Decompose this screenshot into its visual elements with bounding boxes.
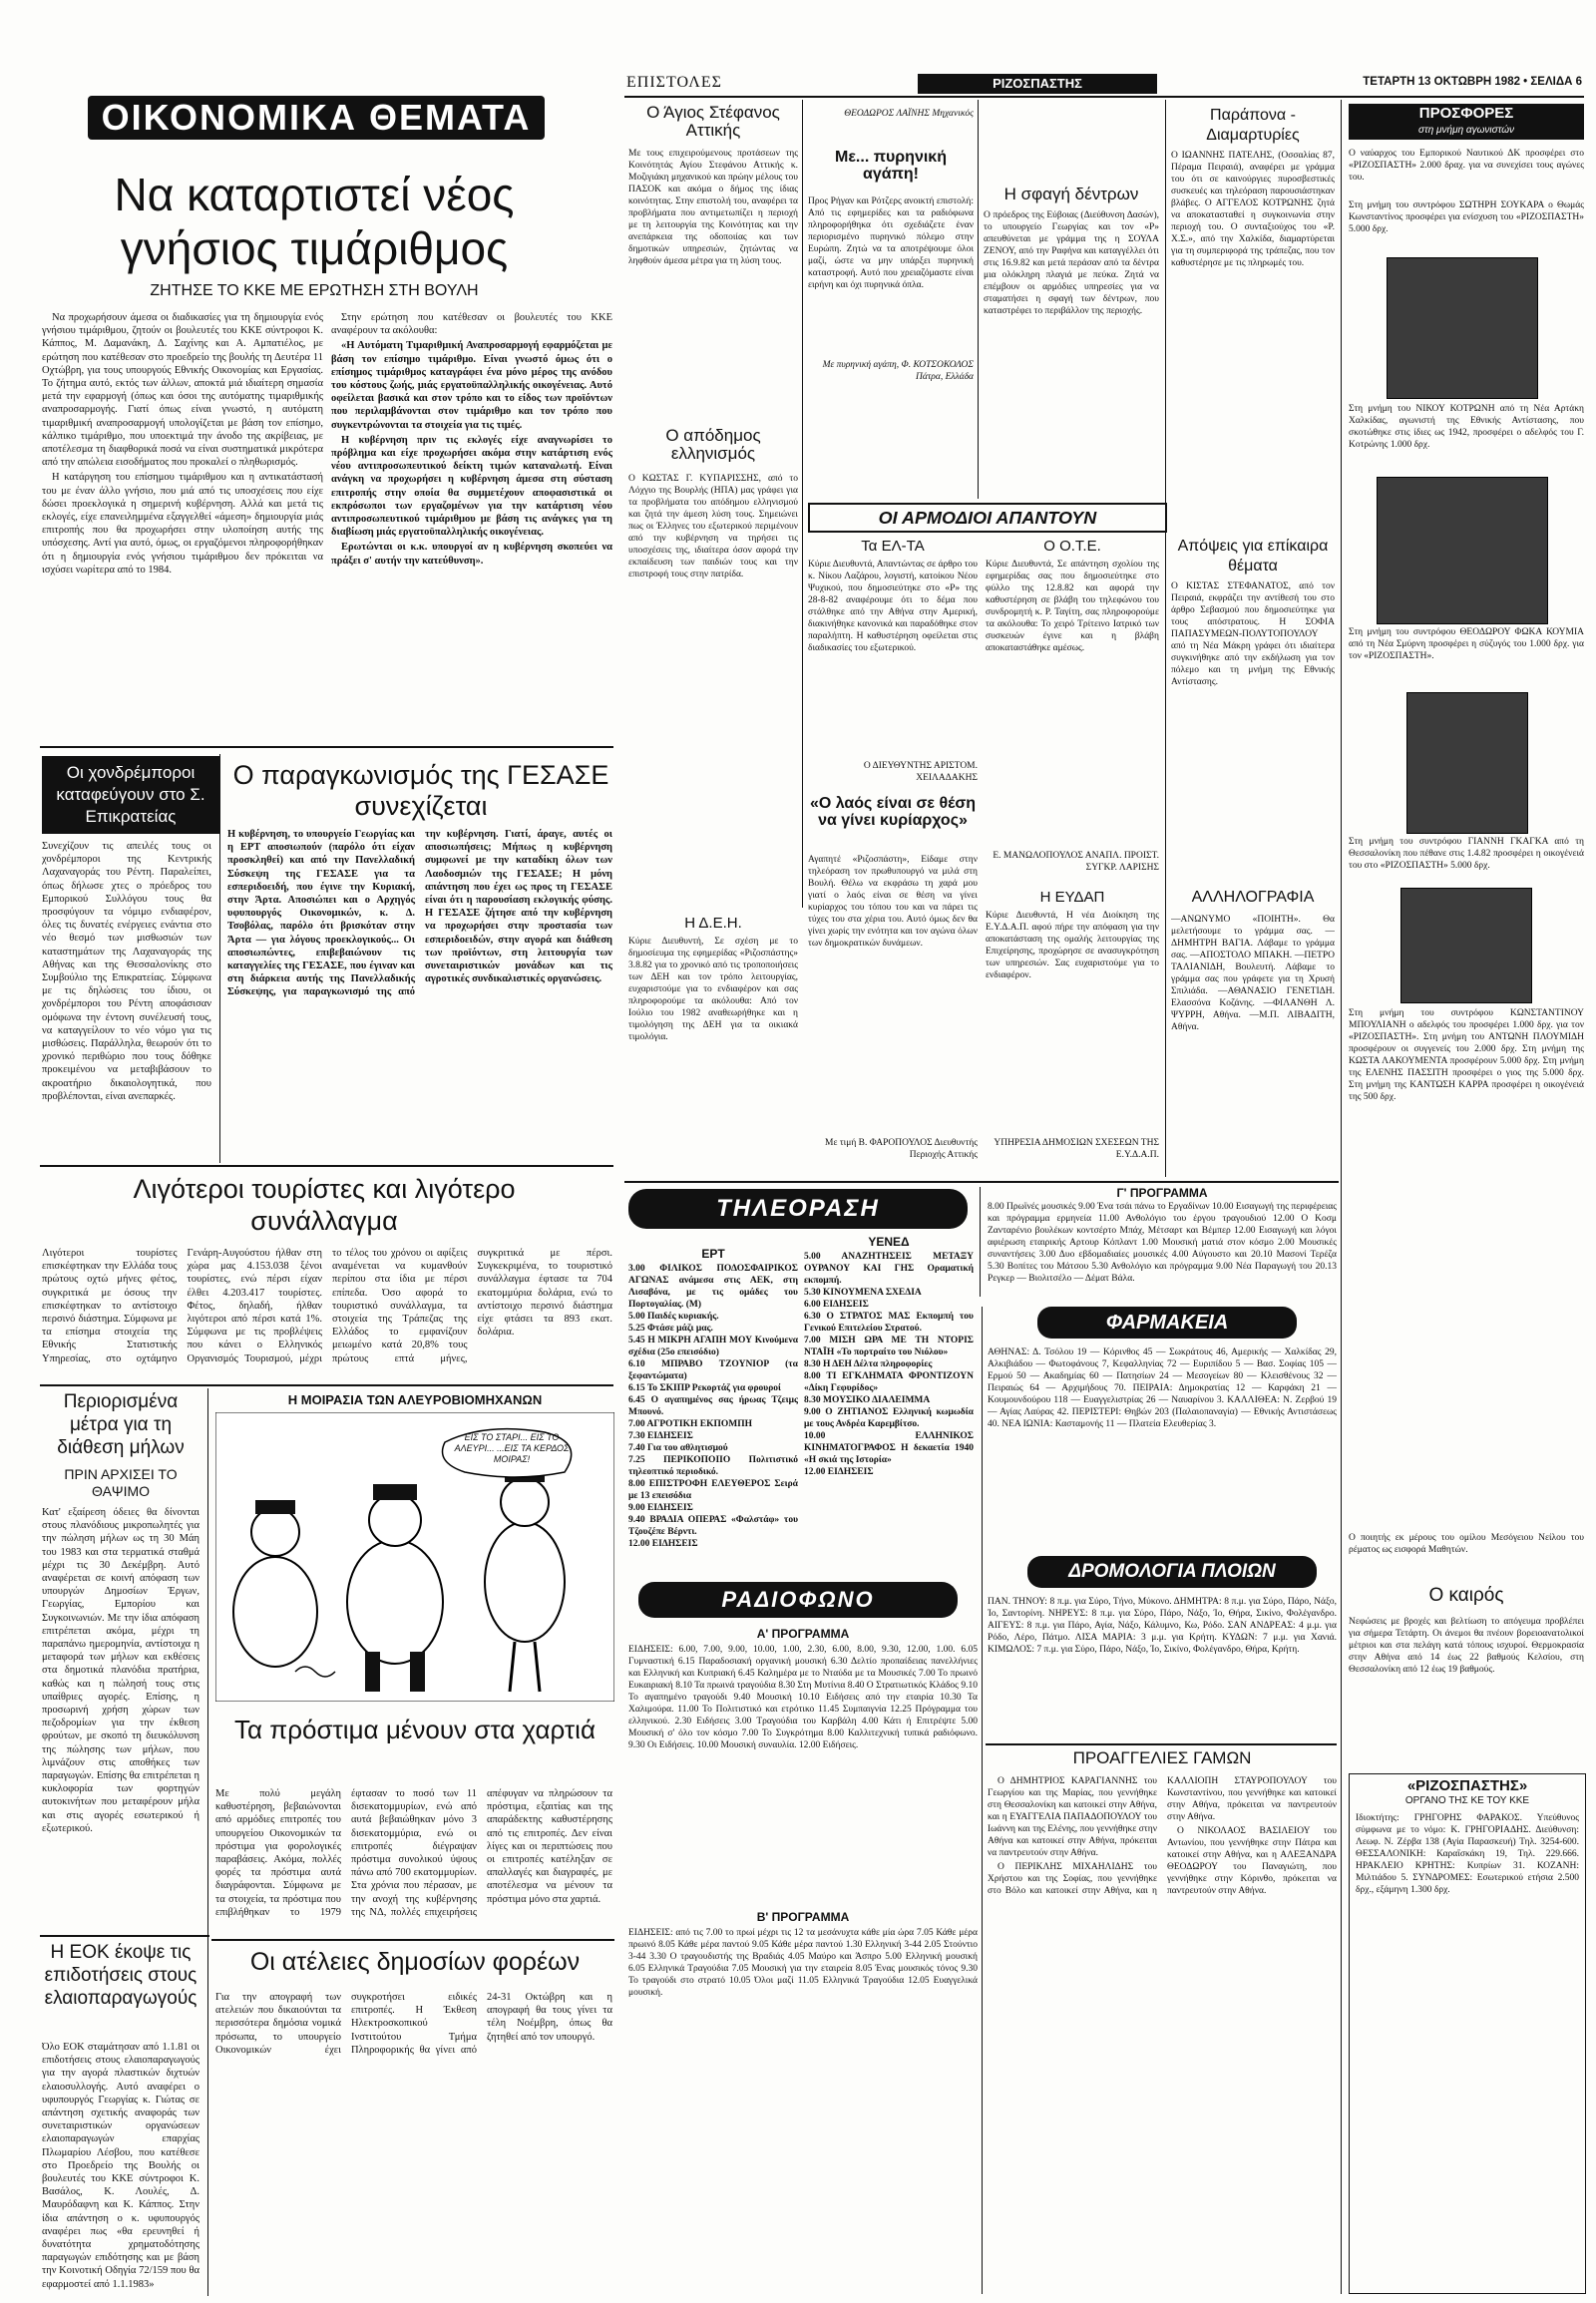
kairos-body: Νεφώσεις με βροχές και βελτίωση το απόγευμα προβλέπει για σήμερα Τετάρτη. Οι άνεμοι θα πνέουν βορειοανατολικοί μέτριοι και στα πελάγη κατά τόπους ισχυροί. Θερμοκρασία στην Αθήνα από 14 έως 22 βαθμούς Κελσίου, στη Θεσσαλονίκη από 12 έως 19 βαθμούς. [1349,1617,1584,1675]
ote-sign: Ε. ΜΑΝΩΛΟΠΟΥΛΟΣ ΑΝΑΠΛ. ΠΡΟΙΣΤ. ΣΥΓΚΡ. ΛΑΡΙΣΗΣ [993,851,1159,873]
ert-item: 9.00 ΕΙΔΗΣΕΙΣ [628,1503,693,1513]
dei-body: Κύριε Διευθυντή, Σε σχέση με το δημοσίευμα της εφημερίδας «Ριζοσπάστης» 3.8.82 για το χρονικό από τις τροποποιήσεις των ΔΕΗ και τον τρόπο λειτουργίας, ευχαριστούμε για το ενδιαφέρον και σας πληροφορούμε τα ακόλουθα: Από τον Ιούλιο του 1982 αναθεωρήθηκε και η τιμολόγηση της ΔΕΗ για τα οικιακά τιμολόγια. [628,937,798,1042]
weddings-title: ΠΡΟΑΓΓΕΛΙΕΣ ΓΑΜΩΝ [1072,1748,1252,1767]
economic-banner [88,96,545,140]
prostima-title: Τα πρόστιμα μένουν στα χαρτιά [234,1715,596,1744]
elta-sign: Ο ΔΙΕΥΘΥΝΤΗΣ ΑΡΙΣΤΟΜ. ΧΕΙΛΑΔΑΚΗΣ [863,761,978,783]
yened-item: 8.00 ΤΙ ΕΓΚΛΗΜΑΤΑ ΦΡΟΝΤΙΖΟΥΝ «Δίκη Γεφυρίδος» [804,1371,974,1393]
parap-body: Ο ΙΩΑΝΝΗΣ ΠΑΤΕΛΗΣ, (Οσσαλίας 87, Πέραμα Πειραιά), αναφέρει με γράμμα του ότι σε καινούργιες πυροσβεστικές συσκευές και τηλεόραση παρουσιάστηκαν βλάβες. Ο ΑΓΓΕΛΟΣ ΚΟΤΡΩΝΗΣ ζητά να αποκατασταθεί η συγκοινωνία στην περιοχή του. Ο συνταξιούχος του «Ρ. Χ.Σ.», από την Χαλκίδα, διαμαρτύρεται για τη συμπεριφορά της τράπεζας, που τον καθυστέρησε με τις πληρωμές του. [1171,151,1335,268]
ert-item: 6.45 Ο αγαπημένος σας ήρωας Τζειμς Μπουνό. [628,1395,798,1417]
divider [207,1388,208,2296]
prosfores-cap3: Στη μνήμη του συντρόφου ΓΙΑΝΝΗ ΓΚΑΓΚΑ από τη Θεσσαλονίκη που πέθανε στις 1.4.82 προσφέρει η οικογένειά του στο «ΡΙΖΟΣΠΑΣΤΗ» 5.000 δρχ. [1349,837,1584,871]
dei-sign: Με τιμή Β. ΦΑΡΟΠΟΥΛΟΣ Διευθυντής Περιοχής Αττικής [825,1138,978,1160]
lead-quote-1: «Η Αυτόματη Τιμαριθμική Αναπροσαρμογή εφαρμόζεται με βάση τον επίσημο τιμάριθμο. Είναι γνωστό όμως ότι ο επίσημος τιμάριθμος καταγράφει ένα μόνο μέρος της ανόδου του κόστους ζωής, μιάς εργατοϋπαλληλικής οικογένειας. Αυτό οφείλεται βασικά και στον τρόπο και το είδος των προϊόντων που περιλαμβάνονται στον τιμάριθμο και τον τρόπο που συγκεντρώνονται τα στοιχεία για τις τιμές. [331,340,612,431]
economic-banner-text: ΟΙΚΟΝΟΜΙΚΑ ΘΕΜΑΤΑ [101,97,532,138]
rizo-box-title: «ΡΙΖΟΣΠΑΣΤΗΣ» [1406,1777,1528,1794]
prosfores-cap1: Στη μνήμη του ΝΙΚΟΥ ΚΟΤΡΩΝΗ από τη Νέα Αρτάκη Χαλκίδας, αγωνιστή της Εθνικής Αντίστασης, που σκοτώθηκε στις ίδιες ως 1942, προσφέρει ο αδελφός του Γ. Κοτρώνης 1.000 δρχ. [1349,404,1584,450]
ships-banner-text: ΔΡΟΜΟΛΟΓΙΑ ΠΛΟΙΩΝ [1068,1561,1276,1582]
prosfores-banner-title: ΠΡΟΣΦΟΡΕΣ [1418,105,1514,122]
divider [40,746,613,748]
yened-schedule [804,1251,974,1562]
pyr-sign: Με πυρηνική αγάπη, Φ. ΚΟΤΣΟΚΟΛΟΣ Πάτρα, Ελλάδα [822,360,974,382]
eok-title: Η ΕΟΚ έκοψε τις επιδοτήσεις στους ελαιοπαραγωγούς [44,1942,198,2009]
rizo-box [1349,1773,1586,2294]
ert-item: 5.25 Φτάσε μάζι μας. [628,1324,713,1334]
yened-item: 10.00 ΕΛΛΗΝΙΚΟΣ ΚΙΝΗΜΑΤΟΓΡΑΦΟΣ Η δεκαετία 1940 «Η σκιά της Ιστορία» [804,1431,974,1465]
apopseis-title: Απόψεις για επίκαιρα θέματα [1177,538,1329,575]
prosfores-cap4: Στη μνήμη του συντρόφου ΚΩΝΣΤΑΝΤΙΝΟΥ ΜΠΟΥΛΙΑΝΗ ο αδελφός του προσφέρει 1.000 δρχ. για τον «ΡΙΖΟΣΠΑΣΤΗ». Στη μνήμη του ΑΝΤΩΝΗ ΠΛΟΥΜΙΔΗ προσφέρουν οι συγγενείς του 2.000 δρχ. Στη μνήμη της ΚΩΣΤΑ ΛΑΚΟΥΜΕΝΤΑ προσφέρουν 5.000 δρχ. Στη μνήμη της ΕΛΕΝΗΣ ΠΑΣΣΙΤΗ προσφέρει ο γιος της 5.000 δρχ. Στη μνήμη της ΚΑΝΤΩΣΗ ΚΑΡΡΑ προσφέρει η οικογένειά της 500 δρχ. [1349,1008,1584,1102]
yened-item: 6.00 ΕΙΔΗΣΕΙΣ [804,1300,869,1310]
ert-item: 5.00 Παιδές κυριακής. [628,1312,719,1322]
chondros-title: Οι χονδρέμποροι καταφεύγουν στο Σ. Επικρατείας [42,756,219,834]
pyr-title: Με... πυρηνική αγάπη! [835,149,947,183]
g-programme-title: Γ' ΠΡΟΓΡΑΜΜΑ [1116,1186,1208,1200]
divider [40,1935,209,1937]
divider [1165,100,1166,1177]
ote-body: Κύριε Διευθυντά, Σε απάντηση σχολίου της εφημερίδας σας που δημοσιεύτηκε στο φύλλο της 12.8.82 και αφορά την καθυστέρηση σε βλάβη του τηλεφώνου του συνδρομητή κ. Ρ. Ταγίτη, σας πληροφορούμε τα ακόλουθα: Το χειρό Τρίτεινο Ιατρικό των συσκευών έγινε και η βλάβη αποκαταστάθηκε αμέσως. [986,560,1159,653]
portrait-photo [1377,477,1548,624]
lead-body-col1 [42,311,323,738]
masthead-paper-text: ΡΙΖΟΣΠΑΣΤΗΣ [993,76,1082,91]
ert-heading: ΕΡΤ [701,1247,725,1261]
tour-title: Λιγότεροι τουρίστες και λιγότερο συνάλλαγμα [133,1174,516,1236]
masthead-paper [918,74,1157,94]
aps-title: Ο απόδημος ελληνισμός [665,426,761,463]
ert-item: 12.00 ΕΙΔΗΣΕΙΣ [628,1539,698,1549]
divider [40,1165,613,1167]
radio-banner-text: ΡΑΔΙΟΦΩΝΟ [721,1587,875,1612]
agios-sign: ΘΕΟΔΩΡΟΣ ΛΑΪΝΗΣ Μηχανικός [844,109,974,119]
agios-body: Με τους επιχειρούμενους προτάσεων της Κοινότητάς Αγίου Στεφάνου Αττικής κ. Μοζιγιάκη μηχανικού και πρώην μέλους του ΠΑΣΟΚ και ακόμα ο δήμος της ίδιας κοινότητας. Στην επιστολή του, αναφέρει τα προβλήματα που αντιμετωπίζει η περιοχή με τη λειτουργία της Κοινότητας και την ανεπάρκεια της οδοποιίας και των δημοτικών υπηρεσιών, ζητώντας να ληφθούν άμεσα μέτρα για τη λύση τους. [628,149,798,266]
divider [624,1181,1339,1183]
divider [802,100,803,908]
yened-item: 8.30 Η ΔΕΗ Δέλτα πληροφορίες [804,1359,933,1369]
aps-body: Ο ΚΩΣΤΑΣ Γ. ΚΥΠΑΡΙΣΣΗΣ, από το Λόχγιο της Βουρλής (ΗΠΑ) μας γράφει για τα προβλήματα του απόδημου ελληνισμού και ζητά την άμεση λύση τους. Σημειώνει πως οι Έλληνες του εξωτερικού περιμένουν από την κυβέρνηση να τηρήσει τις υποσχέσεις της, ιδιαίτερα όσον αφορά την εκπαίδευση των παιδιών τους και την επιστροφή τους στην πατρίδα. [628,474,798,579]
lead-para-1: Να προχωρήσουν άμεσα οι διαδικασίες για τη δημιουργία ενός γνήσιου τιμάριθμου, ζητούν οι βουλευτές του ΚΚΕ σύντροφοι Κ. Κάππος, Μ. Δαμανάκη, Δ. Σαχίνης και Α. Αμπατιέλος, με ερώτηση που κατέθεσαν στο προεδρείο της βουλής τη Δευτέρα 11 Οχτώβρη, για τους υπουργούς Εθνικής Οικονομίας και Εργασίας. Το ζήτημα αυτό, εκτός των άλλων, αποκτά μιά ιδιαίτερη σημασία μετά την εφαρμογή (όπως και όσοι της αυτόματης τιμαριθμικής αναπροσαρμογής. Γιατί όπως είναι γνωστό, η αυτόματη τιμαριθμική αναπροσαρμογή υπολογίζεται με βάση τον επίσημο, κάλπικο τιμάριθμο, που υποεκτιμά την άνοδο της ακρίβειας, με αποτέλεσμα τη διαφθορικά ποσά να είναι συστηματικά μικρότερα από την απώλεια εισοδήματος που προκαλεί ο πληθωρισμός. [42,312,323,469]
divider [980,1187,981,1297]
prosfores-cap5: Ο ποιητής εκ μέρους του ομίλου Μεσόγειου Νείλου του ρέματος ως εισφορά Μαθητών. [1349,1533,1584,1555]
yened-item: 7.00 ΜΙΣΗ ΩΡΑ ΜΕ ΤΗ ΝΤΟΡΙΣ ΝΤΑΪΗ «Το πορτραίτο του Νιόλου» [804,1336,974,1357]
lead-title: Να καταρτιστεί νέος γνήσιος τιμάριθμος [114,169,515,274]
radio-b-title: Β' ΠΡΟΓΡΑΜΜΑ [756,1910,850,1924]
wedding-notice: Ο ΝΙΚΟΛΑΟΣ ΒΑΣΙΛΕΙΟΥ του Αντωνίου, που γεννήθηκε στην Πάτρα και κατοικεί στην Αθήνα, και η ΑΛΕΞΑΝΔΡΑ ΘΕΟΔΩΡΟΥ του Παναγιώτη, που γεννήθηκε στην Κόρινθο, πρόκειται να παντρευτούν στην Αθήνα. [1167,1826,1337,1896]
ert-item: 7.30 ΕΙΔΗΣΕΙΣ [628,1431,693,1441]
prosfores-banner [1349,104,1584,140]
ert-item: 6.10 ΜΠΡΑΒΟ ΤΖΟΥΝΙΟΡ (τα ξεφαντώματα) [628,1359,798,1381]
ert-item: 6.15 Το ΣΚΙΠΡ Ρεκορτάζ για φρουροί [628,1383,781,1393]
g-programme-body: 8.00 Πρωϊνές μουσικές 9.00 Ένα τσάι πάνω το Εργαδίνων 10.00 Εισαγωγή της περιφέρειας και πρόγραμμα ερμηνεία 11.00 Ανθολόγιο του έργου τραγουδιού 12.00 Ο Κοσμ Ζανταρένιο βουλέκων κοντσέρτο Μπάχ, Μέτσαρτ και Βέμπερ 12.00 Εισαγωγή και λόγοι αφιέρωση εταιρικής Αρτουρ Κόπλαντ 1.00 Μουσική ματιά στον κόσμο 2.00 Μουσικές συναντήσεις 3.00 Δυο εβδομαδιαίες μουσικές 4.00 Αύγουστο και 20.10 Μασονί Τερέζα 5.30 Βοπίτες του Μάτσου 5.30 Ανθολόγιο και πρόγραμμα 9.00 Νέα Παραγωγή του 20.13 Ρεγκερ — Βιολιτσέλο — Δέματ Βάλα. [988,1202,1337,1284]
rizo-box-body: Ιδιοκτήτης: ΓΡΗΓΟΡΗΣ ΦΑΡΑΚΟΣ. Υπεύθυνος σύμφωνα με το νόμο: Κ. ΓΡΗΓΟΡΙΑΔΗΣ. Διεύθυνση: Λεωφ. Ν. Ζέρβα 138 (Αγία Παρασκευή) Τηλ. 3254-600. ΘΕΣΣΑΛΟΝΙΚΗ: Καραΐσκάκη 19, Τηλ. 229.666. ΗΡΑΚΛΕΙΟ ΚΡΗΤΗΣ: Κυπρίων 31. ΚΟΖΑΝΗ: Μιλτιάδου 5. ΣΥΝΔΡΟΜΕΣ: Εσωτερικού ετήσια 2.500 δρχ., εξάμηνη 1.300 δρχ. [1356,1813,1579,1896]
answers-banner-text: ΟΙ ΑΡΜΟΔΙΟΙ ΑΠΑΝΤΟΥΝ [878,508,1097,528]
cartoon-bubble: ΕΙΣ ΤΟ ΣΤΑΡΙ... ΕΙΣ ΤΟ ΑΛΕΥΡΙ... ...ΕΙΣ ΤΑ ΚΕΡΔΟΣ ΜΟΙΡΑΣ! [454,1432,570,1464]
prosfores-banner-sub: στη μνήμη αγωνιστών [1417,125,1515,136]
pharmacy-body: ΑΘΗΝΑΣ: Δ. Τσόλου 19 — Κόρινθος 45 — Σωκράτους 46, Αμερικής — Χαλκίδας 29, Αλκιβιάδου — Φωτοφάνους 7, Κεφαλληνίας 72 — Ευριπίδου 5 — Βασ. Σοφίας 105 — Ερμού 50 — Ακαδημίας 60 — Πατησίων 24 — Μεσογείων 80 — Κλεισθένους 32 — Πειραιώς 64 — Αρχιμήδους 70. ΠΕΙΡΑΙΑ: Δημοκρατίας 12 — Καρφάκη 21 — Κουμουνδούρου 118 — Ευαγγελιστρίας 26 — Ναυαρίνου 3. ΚΑΛΛΙΘΕΑ: Ν. Ζερβού 19 — Αγίας Λαύρας 42. ΠΕΡΙΣΤΕΡΙ: Θηβών 203 (Παλαιοπαναγία) — Εθνικής Αντιστάσεως 40. ΝΕΑ ΙΩΝΙΑ: Κασταμονής 11 — Πλατεία Ελευθερίας 3. [988,1347,1337,1429]
yened-item: 5.00 ΑΝΑΖΗΤΗΣΕΙΣ ΜΕΤΑΞΥ ΟΥΡΑΝΟΥ ΚΑΙ ΓΗΣ Οραματική εκπομπή. [804,1252,974,1286]
eydap-body: Κύριε Διευθυντά, Η νέα Διοίκηση της Ε.Υ.Δ.Α.Π. αφού πήρε την απόφαση για την αποκατάσταση της ομαλής λειτουργίας της Επιχείρησης, προχώρησε σε ανασυγκρότηση των υπηρεσιών. Σας ευχαριστούμε για το ενδιαφέρον. [986,911,1159,980]
parap-title: Παράπονα - Διαμαρτυρίες [1206,107,1300,144]
divider [211,1939,614,1941]
wedding-notice: Ο ΔΗΜΗΤΡΙΟΣ ΚΑΡΑΓΙΑΝΝΗΣ του Γεωργίου και της Μαρίας, που γεννήθηκε στη Θεσσαλονίκη και κατοικεί στην Αθήνα, και η ΕΥΑΓΓΕΛΙΑ ΠΑΠΑΔΟΠΟΥΛΟΥ του Ιωάννη και της Ελένης, που γεννήθηκε στην Αθήνα και κατοικεί στην Αθήνα, πρόκειται να παντρευτούν στην Αθήνα. [988,1776,1157,1858]
ert-item: 7.00 ΑΓΡΟΤΙΚΗ ΕΚΠΟΜΠΗ [628,1419,753,1429]
portrait-photo [1400,888,1532,1003]
yened-item: 8.30 ΜΟΥΣΙΚΟ ΔΙΑΛΕΙΜΜΑ [804,1395,931,1405]
tour-body: Λιγότεροι τουρίστες επισκέφτηκαν την Ελλάδα τους πρώτους οχτώ μήνες φέτος, συγκριτικά με όσους την επισκέφτηκαν το αντίστοιχο περσινό διάστημα. Σύμφωνα με τα επίσημα στοιχεία της Εθνικής Στατιστικής Υπηρεσίας, στο οχτάμηνο Γενάρη-Αυγούστου ήλθαν στη χώρα μας 4.153.038 ξένοι τουρίστες, ενώ πέρσι είχαν έλθει 4.203.417 τουρίστες. Φέτος, δηλαδή, ήλθαν λιγότεροι από πέρσι κατά 1%. Σύμφωνα με τις προβλέψεις που κάνει ο Ελληνικός Οργανισμός Τουρισμού, μέχρι το τέλος του χρόνου οι αφίξεις αναμένεται να κυμανθούν περίπου στα ίδια με πέρσι επίπεδα. Όσο αφορά το τουριστικό συνάλλαγμα, τα στοιχεία της Τράπεζας της Ελλάδος το εμφανίζουν μειωμένο κατά 20,8% τους πρώτους επτά μήνες, συγκριτικά με πέρσι. Συγκεκριμένα, το τουριστικό συνάλλαγμα έφτασε τα 704 εκατομμύρια δολάρια, ενώ το αντίστοιχο περσινό διάστημα είχε φτάσει τα 893 εκατ. δολάρια. [42,1248,612,1364]
right-page [618,0,1596,2303]
myl-title: Περιορισμένα μέτρα για τη διάθεση μήλων [57,1391,185,1458]
lead-quote-3: Ερωτώνται οι κ.κ. υπουργοί αν η κυβέρνηση σκοπεύει να πράξει σ' αυτήν την κατεύθυνση». [331,542,612,567]
ships-body: ΠΑΝ. ΤΗΝΟΥ: 8 π.μ. για Σύρο, Τήνο, Μύκονο. ΔΗΜΗΤΡΑ: 8 π.μ. για Σύρο, Πάρο, Νάξο, Ίο, Σαντορίνη. ΝΗΡΕΥΣ: 8 π.μ. για Σύρο, Πάρο, Νάξο, Ίο, Θήρα, Σικίνο, Φολέγανδρο. ΑΙΓΕΥΣ: 8 π.μ. για Πάρο, Αγία, Νάξο, Κάλυμνο, Κω, Ρόδο. ΣΑΝ ΑΝΔΡΕΑΣ: 4 μ.μ. για Ρόδο, Λέρο, Πάτμο. ΛΙΣΑ ΜΑΡΙΑ: 3 μ.μ. για Κρήτη. ΚΥΔΩΝ: 7 μ.μ. για Χανιά. ΚΙΜΩΛΟΣ: 7 π.μ. για Σύρο, Πάρο, Νάξο, Ίο, Σικίνο, Φολέγανδρο, Θήρα, Κρήτη. [988,1597,1337,1655]
chondros-body: Συνεχίζουν τις απειλές τους οι χονδρέμποροι της Κεντρικής Λαχαναγοράς του Ρέντη. Παραλείπει, όπως δήλωσε χτες ο πρόεδρος του Εμπορικού Συλλόγου τους θα προσφύγουν τα νόμιμο ενδιαφέρον, όλες τις δυνατές ενέργειες ενάντια στο νέο θεσμό των μισθωσιών των καταστημάτων της Λαχαναγοράς της Αθήνας και της Θεσσαλονίκης στο Συμβούλιο της Επικρατείας. Σύμφωνα με τις δηλώσεις του ίδιου, οι χονδρέμποροι του Ρέντη αποφάσισαν ομόφωνα την έντονη συνέλευσή τους, να καταγγείλουν το νέο νόμο για τις μισθώσεις. Παράλληλα, θεωρούν ότι το χρονικό περιθώριο που τους δόθηκε προκειμένου να μεταβιβάσουν το ακροατήριο δικαιολογητικά, που προβλέπονται, είναι ανεπαρκές. [42,841,211,1102]
lead-para-3: Στην ερώτηση που κατέθεσαν οι βουλευτές του ΚΚΕ αναφέρουν τα ακόλουθα: [331,312,612,337]
sfagi-title: Η σφαγή δέντρων [1003,185,1139,203]
masthead-section: ΕΠΙΣΤΟΛΕΣ [626,74,722,91]
yened-item: 6.30 Ο ΣΤΡΑΤΟΣ ΜΑΣ Εκπομπή του Γενικού Επιτελείου Στρατού. [804,1312,974,1334]
kairos-title: Ο καιρός [1428,1585,1504,1606]
ateleies-body: Για την απογραφή των ατελειών που δικαιούνται τα περισσότερα δημόσια νομικά πρόσωπα, το υπουργείο Οικονομικών έχει συγκροτήσει ειδικές επιτροπές. Η Έκθεση Ηλεκτροσκοπικού Ινστιτούτου Τμήμα Πληροφορικής θα γίνει από 24-31 Οκτώβρη και η απογραφή θα τους γίνει τα τέλη Νοέμβρη, όπως θα ζητηθεί από τον υπουργό. [215,1992,612,2056]
cartoon-title: Η ΜΟΙΡΑΣΙΑ ΤΩΝ ΑΛΕΥΡΟΒΙΟΜΗΧΑΝΩΝ [287,1392,543,1407]
divider [219,754,220,1163]
laos-title: «Ο λαός είναι σε θέση να γίνει κυρίαρχος» [809,795,977,829]
wedding-notice: Ο ΠΕΡΙΚΛΗΣ ΜΙΧΑΗΛΙΔΗΣ του Χρήστου και της Σοφίας, που γεννήθηκε στο Βόλο και κατοικεί στην Αθήνα, και η ΚΑΛΛΙΟΠΗ ΣΤΑΥΡΟΠΟΥΛΟΥ του Κωνσταντίνου, που γεννήθηκε και κατοικεί στην Αθήνα, πρόκειται να παντρευτούν στην Αθήνα. [988,1776,1337,1896]
pharmacy-banner [1037,1307,1297,1339]
radio-a-body: ΕΙΔΗΣΕΙΣ: 6.00, 7.00, 9.00, 10.00, 1.00, 2.30, 6.00, 8.00, 9.30, 12.00, 1.00. 6.05 Γυμναστική 6.15 Παραδοσιακή οργανική μουσική 6.30 Δελτίο προπαίδειας πανελλήνιες και Ελληνική και Κυπριακή 6.45 Καλημέρα με το Νταύδα με τα Μουσικές 7.00 Το πρωινό Ευκαιριακή 8.10 Τα πρωινά τραγούδια 8.30 Στη Μυτίνια 8.40 Ο Στρατιωτικός Κλάδος 9.10 Το αγαπημένο τραγούδι 9.40 Μουσική 10.10 Ειδήσεις από την εταιρία 10.30 Τα Χαλιμούρα. 11.00 Το Πολιτιστικό και ετρότικο 11.45 Συμπαιγνία 12.25 Πρόγραμμα του ελληνικού. 2.30 Ειδήσεις 3.00 Τραγούδια του Καρβάλη 4.00 Κάτι ή Επιτρέψτε 5.00 Μουσική σ' όλο τον κόσμο 7.00 Το Συγκρότημα 8.00 Καλλιτεχνική τυπικά ραδιόφωνο. 9.30 Οι Ειδήσεις. 10.00 Μουσική συναυλία. 12.00 Ειδήσεις. [628,1645,978,1750]
left-page [0,0,618,2303]
lead-para-2: Η κατάργηση του επίσημου τιμάριθμου και η αντικατάστασή του με έναν άλλο γνήσιο, που μιά από τις υποσχέσεις που είχε δώσει προεκλογικά η σημερινή κυβέρνηση. Αλλά και μετά τις εκλογές, είχε επανειλημμένα εξαγγελθεί «άμεση» δημιουργία μιάς επιτροπής που θα προχωρήσει στην υλοποίηση αυτής της υπόσχεσης. Αντί για αυτό, όμως, οι εργαζόμενοι πληροφορήθηκαν ότι η δημιουργία ενός γνήσιου τιμάριθμου δεν πρόκειται να ισχύσει νωρίτερα από το 1984. [42,472,323,576]
allil-body: —ΑΝΩΝΥΜΟ «ΠΟΙΗΤΗ». Θα μελετήσουμε το γράμμα σας. —ΔΗΜΗΤΡΗ ΒΑΓΙΑ. Λάβαμε το γράμμα σας. —ΑΠΟΣΤΟΛΟ ΜΠΑΚΗ. —ΠΕΤΡΟ ΤΑΛΙΑΝΙΔΗ, Βουλευτή. Λάβαμε το γράμμα σας που γράφετε για τη Χρυσή Σπιλιάδα. —ΑΘΑΝΑΣΙΟ ΓΕΝΕΤΙΔΗ. Ελασσόνα Κοζάνης. —ΦΙΛΑΝΘΗ Λ. ΨΥΡΡΗ, Αθήνα. —Μ.Π. ΛΙΒΑΔΙΤΗ, Αθήνα. [1171,915,1335,1032]
pharmacy-banner-text: ΦΑΡΜΑΚΕΙΑ [1105,1312,1229,1334]
ert-item: 7.40 Για του αθλητισμού [628,1443,728,1453]
tv-banner-text: ΤΗΛΕΟΡΑΣΗ [716,1195,880,1222]
ships-banner [1027,1556,1317,1588]
sfagi-body: Ο πρόεδρος της Εύβοιας (Διεύθυνση Δασών), το υπουργείο Γεωργίας και τον «Ρ» απευθύνεται με γράμμα της η ΣΟΥΛΑ ΖΕΝΟΥ, από την Ραφήνα και καταγγέλλει ότι στις 16.9.82 και μετά περάσαν από τα δέντρα μια ολόκληρη πλαγιά με πεύκα. Ζητά να επέμβουν οι αρμόδιες υπηρεσίες για να σταματήσει η σφαγή των δέντρων, που καταστρέφει το περιβάλλον της περιοχής. [984,210,1159,316]
ateleies-title: Οι ατέλειες δημοσίων φορέων [249,1948,581,1976]
weddings-body [988,1775,1337,2290]
elta-title: Τα ΕΛ-ΤΑ [861,538,925,555]
myl-subtitle: ΠΡΙΝ ΑΡΧΙΣΕΙ ΤΟ ΘΑΨΙΜΟ [64,1466,178,1499]
radio-banner [638,1582,958,1618]
ert-item: 5.45 Η ΜΙΚΡΗ ΑΓΑΠΗ ΜΟΥ Κινούμενα σχέδια (25ο επεισόδιο) [628,1336,798,1357]
cartoon [215,1412,614,1702]
pyr-body: Προς Ρήγαν και Ρότζερς ανοικτή επιστολή: Από τις εφημερίδες και τα ραδιόφωνα πληροφορήθηκα ότι σχεδιάζετε έναν περιορισμένο πυρηνικό πόλεμο στην Ευρώπη. Ζητώ να τα αποτρέψουμε όλοι μαζί, ώστε να μην υπάρξει πυρηνική καταστροφή. Αυτό που χρειαζόμαστε είναι ειρήνη και όχι πυρηνικά όπλα. [808,196,974,290]
divider [40,1384,613,1386]
elta-body: Κύριε Διευθυντά, Απαντώντας σε άρθρο του κ. Νίκου Λαζάρου, λογιστή, κατοίκου Νέου Ψυχικού, που δημοσιεύτηκε στο «Ρ» της 28-8-82 αναφέρουμε ότι το δέμα που στάλθηκε από την Αθήνα στην Αμερική, διακινήθηκε κανονικά και παραδόθηκε στον παραλήπτη. Η καθυστέρηση οφείλεται στις διαδικασίες του εξωτερικού. [808,560,978,653]
prosfores-item1: Ο ναύαρχος του Εμπορικού Ναυτικού ΔΚ προσφέρει στο «ΡΙΖΟΣΠΑΣΤΗ» 2.000 δραχ. για να συνεχίσει τους αγώνες του. [1349,149,1584,183]
divider [986,1743,1337,1745]
agios-title: Ο Άγιος Στέφανος Αττικής [646,103,780,140]
apopseis-body: Ο ΚΙΣΤΑΣ ΣΤΕΦΑΝΑΤΟΣ, από τον Πειραιά, εκφράζει την αντίθεσή του στο άρθρο Σεβασμού που δημοσιεύτηκε για τους απόστρατους. Η ΣΟΦΙΑ ΠΑΠΑΣΥΜΕΩΝ-ΠΟΛΥΤΟΠΟΥΛΟΥ από τη Νέα Μάκρη γράφει ότι ιδιαίτερα συγκινήθηκε από την εκδήλωση για τον πόλεμο και τη μνήμη της Εθνικής Αντίστασης. [1171,581,1335,687]
tv-banner [628,1189,968,1229]
paragk-title: Ο παραγκωνισμός της ΓΕΣΑΣΕ συνεχίζεται [232,760,609,821]
masthead-date: ΤΕΤΑΡΤΗ 13 ΟΚΤΩΒΡΗ 1982 • ΣΕΛΙΔΑ 6 [1363,76,1582,88]
eydap-sign: ΥΠΗΡΕΣΙΑ ΔΗΜΟΣΙΩΝ ΣΧΕΣΕΩΝ ΤΗΣ Ε.Υ.Δ.Α.Π. [994,1138,1159,1160]
masthead-rule [624,96,1584,98]
paragk-body: Η κυβέρνηση, το υπουργείο Γεωργίας και η ΕΡΤ αποσιωπούν (παρόλο ότι είχαν προσκληθεί) και από την Πανελλαδική Σύσκεψη της ΓΕΣΑΣΕ για τα εσπεριδοειδή, που έγινε την Κυριακή, στην Άρτα. Αποσιώπει και ο Αρχηγός υφυπουργός Οικονομικών, κ. Δ. Τσοβόλας, παρόλο ότι βρισκόταν στην Άρτα — για λόγους προεκλογικούς... Οι αποσιωπώντες, επιβεβαιώνουν τις καταγγελίες της ΓΕΣΑΣΕ, που έγιναν και στη διάρκεια αυτής της Πανελλαδικής Σύσκεψης, για παραγκωνισμό της από την κυβέρνηση. Γιατί, άραγε, αυτές οι αποσιωπήσεις; Μήπως η κυβέρνηση συμφωνεί με την καταδίκη όλων των Λαοδοσμιών της ΓΕΣΑΣΕ; Η μόνη απάντηση που έχει ως προς τη ΓΕΣΑΣΕ είναι ότι η παρουσίαση εκλογικής φύσης. Η ΓΕΣΑΣΕ ζήτησε από την κυβέρνηση να προχωρήσει στην προστασία των εσπεριδοειδών, στην αγορά και διάθεση των προϊόντων, στη λειτουργία των συνεταιριστικών μονάδων και τις αγροτικές συνδικαλιστικές οργανώσεις. [227,829,612,998]
prosfores-item2: Στη μνήμη του συντρόφου ΣΩΤΗΡΗ ΣΟΥΚΑΡΑ ο Θωμάς Κωνσταντίνος προσφέρει για ενίσχυση του «ΡΙΖΟΣΠΑΣΤΗ» 5.000 δρχ. [1349,200,1584,234]
eok-body: Όλο ΕΟΚ σταμάτησαν από 1.1.81 οι επιδοτήσεις στους ελαιοπαραγωγούς για την αγορά πλαστικών διχτυών ελαιοσυλλογής. Αυτό αναφέρει ο υφυπουργός Γεωργίας κ. Γιώτας σε απάντηση σχετικής αναφοράς των συνεταιριστικών οργανώσεων ελαιοπαραγωγών επαρχίας Πλωμαρίου Λέσβου, που κατέθεσε στο Προεδρείο της Βουλής οι βουλευτές του ΚΚΕ σύντροφοι Κ. Βασάλος, Κ. Λουλές, Δ. Μαυρόδαφνη και Κ. Κάππος. Στην ίδια απάντηση ο κ. υφυπουργός αναφέρει πως «θα ερευνηθεί ή δυνατότητα χρηματοδότησης παραγωγών επιδότησης και με βάση την Κοινοτική Οδηγία 72/159 που θα εφαρμοστεί από 1.1.1983» [42,2042,200,2290]
yened-item: 9.00 Ο ΖΗΤΙΑΝΟΣ Ελληνική κωμωδία με τους Ανδρέα Καρεμβίτσο. [804,1407,974,1429]
prostima-body: Με πολύ μεγάλη καθυστέρηση, βεβαιώνονται από αρμόδιες επιτροπές του υπουργείου Οικονομικών τα πρόστιμα για φορολογικές παραβάσεις. Ακόμα, πολλές φορές τα πρόστιμα αυτά διαγράφονται. Σύμφωνα με τα στοιχεία, τα πρόστιμα που επιβλήθηκαν το 1979 έφτασαν το ποσό των 11 δισεκατομμυρίων, ενώ από αυτά βεβαιώθηκαν μόνο 3 δισεκατομμύρια, ενώ οι επιτροπές διέγραψαν πρόστιμα συνολικού ύψους πάνω από 700 εκατομμυρίων. Στα χρόνια που πέρασαν, με την ανοχή της κυβέρνησης της ΝΔ, πολλές επιχειρήσεις απέφυγαν να πληρώσουν τα πρόστιμα, εξαιτίας και της απαράδεκτης καθυστέρησης από τις επιτροπές. Δεν είναι λίγες και οι περιπτώσεις που οι επιτροπές κατέληξαν σε απαλλαγές και διαγραφές, με αποτέλεσμα να μένουν τα πρόστιμα μόνο στα χαρτιά. [215,1788,612,1918]
allil-title: ΑΛΛΗΛΟΓΡΑΦΙΑ [1191,889,1315,906]
lead-quote-2: Η κυβέρνηση πριν τις εκλογές είχε αναγνωρίσει το πρόβλημα και είχε προχωρήσει ακόμα στην κατάρτιση ενός νέου αντιπροσωπευτικού δείκτη τιμών καταναλωτή. Είναι ανάγκη να προχωρήσει η κυβέρνηση άμεσα στη σύσταση επιτροπής στην οποία θα συμμετέχουν αποφασιστικά οι εκπρόσωποι των εργαζομένων για την κατάρτιση νέου αντιπροσωπευτικού τιμάριθμου με βάση τις ανάγκες για τη διαβίωση μιάς εργατοϋπαλληλικής οικογένειας. [331,434,612,539]
rizo-box-sub: ΟΡΓΑΝΟ ΤΗΣ ΚΕ ΤΟΥ ΚΚΕ [1404,1794,1530,1806]
lead-body-col2 [331,311,612,738]
lead-subtitle: ΖΗΤΗΣΕ ΤΟ ΚΚΕ ΜΕ ΕΡΩΤΗΣΗ ΣΤΗ ΒΟΥΛΗ [150,282,479,299]
radio-b-body: ΕΙΔΗΣΕΙΣ: από τις 7.00 το πρωί μέχρι τις 12 τα μεσάνυχτα κάθε μία ώρα 7.05 Κάθε μέρα πρωινό 8.05 Κάθε μέρα παντού 9.05 Κάθε μέρα παντού 1.30 Ελληνική 3-44 2.05 Στούντιο 3-44 3.30 Ο τραγουδιστής της Βραδιάς 4.05 Μαύρο και Άσπρο 5.00 Ελληνική μουσική 6.05 Ελληνικά Τραγούδια 7.05 Μουσική για την εταιρεία 8.05 Ένας μουσικός τόνος 9.30 Το τραγούδι στο στρατό 10.05 Όλοι μαζί 11.05 Ελληνικά Τραγούδια 12.05 Ευαγγελικά μουσική. [628,1928,978,1998]
ert-item: 7.25 ΠΕΡΙΚΟΠΟΙΙΟ Πολιτιστικό τηλεοπτικό περιοδικό. [628,1455,798,1477]
myl-body: Κατ' εξαίρεση όδειες θα δίνονται στους πλανόδιους μικροπωλητές για την πώληση μήλων ως τη 30 Μάη του 1983 και στα τερματικά σταθμά μέχρι τις 30 Δεκέμβρη. Αυτό αναφέρεται σε κοινή απόφαση των υπουργών Δημοσίων Έργων, Γεωργίας, Εμπορίου και Συγκοινωνιών. Με την ίδια απόφαση επιτρέπεται ακόμα, μέχρι τη παραπάνω ημερομηνία, αντίστοιχα η μεταφορά των μήλων και εκθέσεις στα δημοτικά πλανόδια πρατήρια, καθώς και η πώλησή τους στις υπαίθριες αγορές. Επίσης, η προσωρινή χρήση χώρων των πεζοδρομίων για την έκθεση φρούτων, με σκοπό τη διευκόλυνση της πώλησης των μήλων, που λιμνάζουν στις αποθήκες των παραγωγών. Επίσης θα επιτρέπεται η κυκλοφορία των φορτηγών αυτοκινήτων που μεταφέρουν μήλα και στις αγορές εσωτερικού ή εξωτερικού. [42,1507,200,1834]
yened-item: 5.30 ΚΙΝΟΥΜΕΝΑ ΣΧΕΔΙΑ [804,1288,922,1298]
divider [1341,100,1342,2294]
eydap-title: Η ΕΥΔΑΠ [1039,889,1105,906]
laos-body: Αγαπητέ «Ριζοσπάστη», Είδαμε στην τηλεόραση τον πρωθυπουργό να μιλά στη Βουλή. Θέλω να εκφράσω τη χαρά μου γιατί ο λαός είναι σε θέση να γίνει κυρίαρχος του τόπου του και να πάρει τις τύχες του στα χέρια του. Αυτό όμως δεν θα γίνει χωρίς την ενότητα και τον αγώνα όλων των δημοκρατικών δυνάμεων. [808,855,978,949]
portrait-photo [1387,257,1538,399]
portrait-photo [1406,692,1528,834]
radio-a-title: Α' ΠΡΟΓΡΑΜΜΑ [756,1627,850,1641]
yened-heading: ΥΕΝΕΔ [868,1235,910,1249]
ote-title: Ο Ο.Τ.Ε. [1043,538,1101,555]
dei-title: Η Δ.Ε.Η. [684,915,742,932]
ert-schedule [628,1263,798,1562]
prosfores-cap2: Στη μνήμη του συντρόφου ΘΕΟΔΩΡΟΥ ΦΩΚΑ ΚΟΥΜΙΑ από τη Νέα Σμύρνη προσφέρει η σύζυγός του 1.000 δρχ. για τον «ΡΙΖΟΣΠΑΣΤΗ». [1349,627,1584,661]
ert-item: 9.40 ΒΡΑΔΙΑ ΟΠΕΡΑΣ «Φαλστάφ» του Τζουζέπε Βέρντι. [628,1515,798,1537]
ert-item: 3.00 ΦΙΛΙΚΟΣ ΠΟΔΟΣΦΑΙΡΙΚΟΣ ΑΓΩΝΑΣ ανάμεσα στις ΑΕΚ, στη Λισαβόνα, με τις ομάδες του Πορτογαλίας. (Μ) [628,1264,798,1310]
yened-item: 12.00 ΕΙΔΗΣΕΙΣ [804,1467,874,1477]
ert-item: 8.00 ΕΠΙΣΤΡΟΦΗ ΕΛΕΥΘΕΡΟΣ Σειρά με 13 επεισόδια [628,1479,798,1501]
divider [982,1307,983,2294]
answers-banner [808,503,1167,533]
divider [978,100,979,499]
